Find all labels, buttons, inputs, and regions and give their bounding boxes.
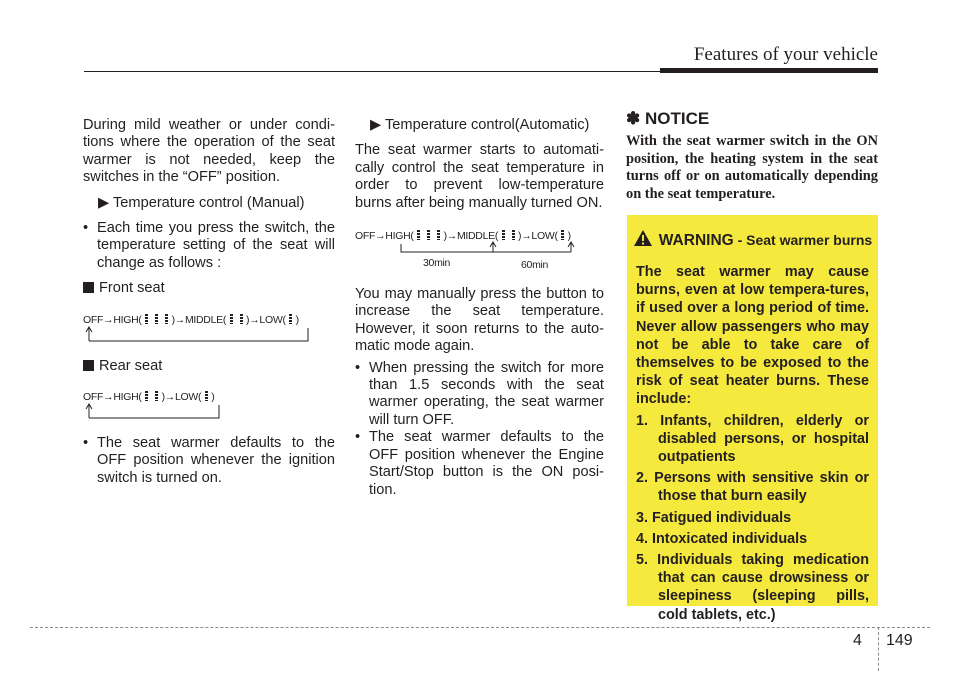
notice-title: ✽ NOTICE bbox=[626, 109, 710, 128]
section-header: Features of your vehicle bbox=[693, 44, 878, 65]
warning-triangle-icon bbox=[633, 229, 653, 247]
auto-diagram: OFF→HIGH( )→MIDDLE( )→LOW( ) 30min 60min bbox=[355, 222, 604, 272]
warning-intro: The seat warmer may cause burns, even at low tempera-tures, if used over a long period of time. Never allow passengers who may not be able to take care of themselves to be exposed to the risk of seat heater burns. These include: bbox=[636, 264, 869, 408]
warning-item: 2. Persons with sensitive skin or those that burn easily bbox=[636, 470, 869, 505]
auto-paragraph: The seat warmer starts to automati-cally control the seat temperature in order to prevent low-temperature burns after being manually turned ON. bbox=[355, 142, 604, 211]
footer-rule bbox=[30, 627, 930, 628]
warning-item: 3. Fatigued individuals bbox=[636, 509, 792, 526]
warning-item: 5. Individuals taking medication that can cause drowsiness or sleepiness (sleeping pills, cold tablets, etc.) bbox=[636, 552, 869, 623]
warning-body bbox=[636, 263, 869, 624]
left-column bbox=[83, 117, 335, 487]
notice-body: With the seat warmer switch in the ON position, the heating system in the seat turns off or on automatically depending on the seat temperature. bbox=[626, 133, 878, 202]
auto-heading: ▶ Temperature control(Automatic) bbox=[370, 117, 590, 133]
warning-item: 1. Infants, children, elderly or disabled persons, or hospital outpatients bbox=[636, 412, 869, 466]
timer-30min: 30min bbox=[423, 257, 451, 270]
cycle-arrow-icon bbox=[83, 306, 335, 352]
header-rule-thick bbox=[660, 68, 878, 73]
timing-arrows-icon bbox=[355, 222, 604, 272]
front-seat-label: Front seat bbox=[83, 280, 335, 297]
page-number: 149 bbox=[886, 632, 913, 649]
rear-seat-diagram: OFF→HIGH( )→LOW( ) bbox=[83, 383, 335, 429]
long-press-bullet: • When pressing the switch for more than 1.5 seconds with the seat warmer operating, the seat warmer will turn OFF. bbox=[355, 360, 604, 430]
front-seat-diagram: OFF→HIGH( )→MIDDLE( )→LOW( ) bbox=[83, 306, 335, 352]
chapter-number: 4 bbox=[853, 632, 862, 649]
notice-icon: ✽ bbox=[626, 109, 641, 128]
manual-heading: ▶ Temperature control (Manual) bbox=[98, 194, 305, 211]
intro-paragraph: During mild weather or under condi-tions where the operation of the seat warmer is not needed, keep the switches in the “OFF” position. bbox=[83, 117, 335, 186]
ignition-default-bullet: • The seat warmer defaults to the OFF position whenever the ignition switch is turned on. bbox=[83, 435, 335, 487]
warning-box bbox=[627, 215, 878, 623]
warning-header: WARNING - Seat warmer burns bbox=[627, 229, 878, 250]
engine-default-bullet: • The seat warmer defaults to the OFF position whenever the Engine Start/Stop button is the ON posi-tion. bbox=[355, 429, 604, 499]
footer-divider bbox=[878, 627, 879, 671]
timer-60min: 60min bbox=[521, 259, 549, 272]
right-column bbox=[626, 110, 878, 203]
manual-override-paragraph: You may manually press the button to increase the seat temperature. However, it soon returns to the auto-matic mode again. bbox=[355, 286, 604, 355]
rear-seat-label: Rear seat bbox=[83, 358, 335, 375]
manual-bullet: • Each time you press the switch, the temperature setting of the seat will change as follows : bbox=[83, 220, 335, 272]
cycle-arrow-icon bbox=[83, 383, 335, 429]
warning-item: 4. Intoxicated individuals bbox=[636, 530, 808, 547]
middle-column bbox=[355, 117, 604, 499]
